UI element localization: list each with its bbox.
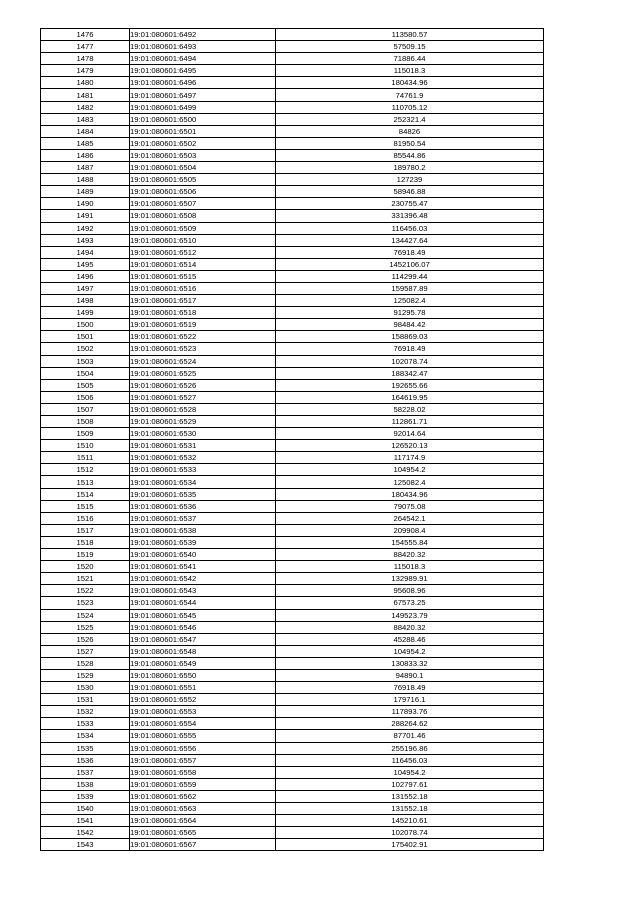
row-number-cell: 1477 xyxy=(41,41,130,53)
cadastral-number-cell: 19:01:080601:6552 xyxy=(130,694,276,706)
cadastral-number-cell: 19:01:080601:6529 xyxy=(130,416,276,428)
value-cell: 95608.96 xyxy=(276,585,544,597)
cadastral-number-cell: 19:01:080601:6544 xyxy=(130,597,276,609)
table-body xyxy=(41,29,544,851)
row-number-cell: 1496 xyxy=(41,270,130,282)
row-number-cell: 1508 xyxy=(41,416,130,428)
cadastral-number-cell: 19:01:080601:6517 xyxy=(130,295,276,307)
cadastral-number-cell: 19:01:080601:6531 xyxy=(130,440,276,452)
value-cell: 88420.32 xyxy=(276,621,544,633)
row-number-cell: 1507 xyxy=(41,403,130,415)
value-cell: 116456.03 xyxy=(276,222,544,234)
cadastral-number-cell: 19:01:080601:6536 xyxy=(130,500,276,512)
table-row xyxy=(41,29,544,41)
cadastral-number-cell: 19:01:080601:6542 xyxy=(130,573,276,585)
value-cell: 92014.64 xyxy=(276,428,544,440)
value-cell: 145210.61 xyxy=(276,815,544,827)
row-number-cell: 1535 xyxy=(41,742,130,754)
row-number-cell: 1518 xyxy=(41,536,130,548)
row-number-cell: 1495 xyxy=(41,258,130,270)
row-number-cell: 1484 xyxy=(41,125,130,137)
value-cell: 130833.32 xyxy=(276,657,544,669)
value-cell: 104954.2 xyxy=(276,645,544,657)
row-number-cell: 1504 xyxy=(41,367,130,379)
value-cell: 76918.49 xyxy=(276,343,544,355)
table-row xyxy=(41,452,544,464)
value-cell: 158869.03 xyxy=(276,331,544,343)
value-cell: 125082.4 xyxy=(276,476,544,488)
value-cell: 94890.1 xyxy=(276,669,544,681)
row-number-cell: 1501 xyxy=(41,331,130,343)
value-cell: 84826 xyxy=(276,125,544,137)
table-row xyxy=(41,307,544,319)
row-number-cell: 1483 xyxy=(41,113,130,125)
cadastral-number-cell: 19:01:080601:6550 xyxy=(130,669,276,681)
table-row xyxy=(41,573,544,585)
row-number-cell: 1515 xyxy=(41,500,130,512)
value-cell: 81950.54 xyxy=(276,137,544,149)
row-number-cell: 1527 xyxy=(41,645,130,657)
value-cell: 102797.61 xyxy=(276,778,544,790)
value-cell: 58946.88 xyxy=(276,186,544,198)
cadastral-number-cell: 19:01:080601:6564 xyxy=(130,815,276,827)
row-number-cell: 1502 xyxy=(41,343,130,355)
value-cell: 230755.47 xyxy=(276,198,544,210)
table-row xyxy=(41,428,544,440)
table-row xyxy=(41,319,544,331)
table-row xyxy=(41,210,544,222)
value-cell: 126520.13 xyxy=(276,440,544,452)
cadastral-number-cell: 19:01:080601:6508 xyxy=(130,210,276,222)
cadastral-number-cell: 19:01:080601:6543 xyxy=(130,585,276,597)
cadastral-number-cell: 19:01:080601:6507 xyxy=(130,198,276,210)
cadastral-number-cell: 19:01:080601:6505 xyxy=(130,174,276,186)
row-number-cell: 1500 xyxy=(41,319,130,331)
cadastral-number-cell: 19:01:080601:6496 xyxy=(130,77,276,89)
table-row xyxy=(41,512,544,524)
value-cell: 125082.4 xyxy=(276,295,544,307)
cadastral-number-cell: 19:01:080601:6519 xyxy=(130,319,276,331)
cadastral-number-cell: 19:01:080601:6557 xyxy=(130,754,276,766)
table-row xyxy=(41,113,544,125)
value-cell: 180434.96 xyxy=(276,77,544,89)
table-row xyxy=(41,379,544,391)
cadastral-number-cell: 19:01:080601:6556 xyxy=(130,742,276,754)
cadastral-number-cell: 19:01:080601:6510 xyxy=(130,234,276,246)
value-cell: 154555.84 xyxy=(276,536,544,548)
value-cell: 117893.76 xyxy=(276,706,544,718)
value-cell: 74761.9 xyxy=(276,89,544,101)
row-number-cell: 1497 xyxy=(41,282,130,294)
row-number-cell: 1538 xyxy=(41,778,130,790)
row-number-cell: 1511 xyxy=(41,452,130,464)
value-cell: 127239 xyxy=(276,174,544,186)
table-row xyxy=(41,524,544,536)
table-row xyxy=(41,609,544,621)
value-cell: 110705.12 xyxy=(276,101,544,113)
row-number-cell: 1480 xyxy=(41,77,130,89)
row-number-cell: 1524 xyxy=(41,609,130,621)
table-row xyxy=(41,827,544,839)
table-row xyxy=(41,391,544,403)
value-cell: 114299.44 xyxy=(276,270,544,282)
row-number-cell: 1498 xyxy=(41,295,130,307)
table-row xyxy=(41,101,544,113)
value-cell: 112861.71 xyxy=(276,416,544,428)
value-cell: 116456.03 xyxy=(276,754,544,766)
row-number-cell: 1517 xyxy=(41,524,130,536)
cadastral-number-cell: 19:01:080601:6533 xyxy=(130,464,276,476)
table-row xyxy=(41,549,544,561)
row-number-cell: 1481 xyxy=(41,89,130,101)
row-number-cell: 1539 xyxy=(41,790,130,802)
cadastral-number-cell: 19:01:080601:6562 xyxy=(130,790,276,802)
row-number-cell: 1523 xyxy=(41,597,130,609)
row-number-cell: 1542 xyxy=(41,827,130,839)
cadastral-number-cell: 19:01:080601:6538 xyxy=(130,524,276,536)
table-row xyxy=(41,246,544,258)
value-cell: 57509.15 xyxy=(276,41,544,53)
value-cell: 102078.74 xyxy=(276,827,544,839)
cadastral-number-cell: 19:01:080601:6530 xyxy=(130,428,276,440)
cadastral-number-cell: 19:01:080601:6506 xyxy=(130,186,276,198)
row-number-cell: 1487 xyxy=(41,162,130,174)
table-row xyxy=(41,706,544,718)
row-number-cell: 1513 xyxy=(41,476,130,488)
cadastral-number-cell: 19:01:080601:6502 xyxy=(130,137,276,149)
row-number-cell: 1532 xyxy=(41,706,130,718)
table-row xyxy=(41,488,544,500)
value-cell: 255196.86 xyxy=(276,742,544,754)
cadastral-number-cell: 19:01:080601:6534 xyxy=(130,476,276,488)
row-number-cell: 1536 xyxy=(41,754,130,766)
cadastral-number-cell: 19:01:080601:6559 xyxy=(130,778,276,790)
table-row xyxy=(41,416,544,428)
table-row xyxy=(41,343,544,355)
row-number-cell: 1476 xyxy=(41,29,130,41)
value-cell: 87701.46 xyxy=(276,730,544,742)
table-row xyxy=(41,669,544,681)
value-cell: 1452106.07 xyxy=(276,258,544,270)
table-row xyxy=(41,464,544,476)
table-row xyxy=(41,718,544,730)
value-cell: 85544.86 xyxy=(276,149,544,161)
table-row xyxy=(41,682,544,694)
cadastral-number-cell: 19:01:080601:6553 xyxy=(130,706,276,718)
value-cell: 98484.42 xyxy=(276,319,544,331)
row-number-cell: 1543 xyxy=(41,839,130,851)
row-number-cell: 1529 xyxy=(41,669,130,681)
row-number-cell: 1531 xyxy=(41,694,130,706)
table-row xyxy=(41,89,544,101)
table-row xyxy=(41,41,544,53)
row-number-cell: 1514 xyxy=(41,488,130,500)
cadastral-number-cell: 19:01:080601:6548 xyxy=(130,645,276,657)
table-row xyxy=(41,367,544,379)
table-row xyxy=(41,500,544,512)
value-cell: 188342.47 xyxy=(276,367,544,379)
row-number-cell: 1505 xyxy=(41,379,130,391)
table-row xyxy=(41,657,544,669)
cadastral-number-cell: 19:01:080601:6541 xyxy=(130,561,276,573)
cadastral-number-cell: 19:01:080601:6535 xyxy=(130,488,276,500)
value-cell: 115018.3 xyxy=(276,561,544,573)
value-cell: 117174.9 xyxy=(276,452,544,464)
value-cell: 264542.1 xyxy=(276,512,544,524)
row-number-cell: 1510 xyxy=(41,440,130,452)
table-row xyxy=(41,149,544,161)
cadastral-number-cell: 19:01:080601:6565 xyxy=(130,827,276,839)
value-cell: 76918.49 xyxy=(276,246,544,258)
row-number-cell: 1533 xyxy=(41,718,130,730)
cadastral-number-cell: 19:01:080601:6527 xyxy=(130,391,276,403)
cadastral-number-cell: 19:01:080601:6522 xyxy=(130,331,276,343)
table-row xyxy=(41,355,544,367)
cadastral-number-cell: 19:01:080601:6540 xyxy=(130,549,276,561)
value-cell: 252321.4 xyxy=(276,113,544,125)
row-number-cell: 1482 xyxy=(41,101,130,113)
row-number-cell: 1512 xyxy=(41,464,130,476)
table-row xyxy=(41,766,544,778)
table-row xyxy=(41,440,544,452)
value-cell: 164619.95 xyxy=(276,391,544,403)
row-number-cell: 1528 xyxy=(41,657,130,669)
row-number-cell: 1537 xyxy=(41,766,130,778)
value-cell: 79075.08 xyxy=(276,500,544,512)
value-cell: 45288.46 xyxy=(276,633,544,645)
table-row xyxy=(41,258,544,270)
table-row xyxy=(41,803,544,815)
table-row xyxy=(41,282,544,294)
value-cell: 67573.25 xyxy=(276,597,544,609)
cadastral-number-cell: 19:01:080601:6497 xyxy=(130,89,276,101)
table-row xyxy=(41,65,544,77)
table-row xyxy=(41,536,544,548)
row-number-cell: 1506 xyxy=(41,391,130,403)
cadastral-number-cell: 19:01:080601:6547 xyxy=(130,633,276,645)
value-cell: 131552.18 xyxy=(276,790,544,802)
cadastral-number-cell: 19:01:080601:6549 xyxy=(130,657,276,669)
row-number-cell: 1534 xyxy=(41,730,130,742)
table-row xyxy=(41,778,544,790)
value-cell: 76918.49 xyxy=(276,682,544,694)
cadastral-number-cell: 19:01:080601:6492 xyxy=(130,29,276,41)
value-cell: 132989.91 xyxy=(276,573,544,585)
table-row xyxy=(41,234,544,246)
cadastral-number-cell: 19:01:080601:6501 xyxy=(130,125,276,137)
row-number-cell: 1494 xyxy=(41,246,130,258)
cadastral-number-cell: 19:01:080601:6526 xyxy=(130,379,276,391)
table-row xyxy=(41,403,544,415)
table-row xyxy=(41,125,544,137)
row-number-cell: 1541 xyxy=(41,815,130,827)
table-row xyxy=(41,186,544,198)
value-cell: 113580.57 xyxy=(276,29,544,41)
table-row xyxy=(41,790,544,802)
cadastral-number-cell: 19:01:080601:6554 xyxy=(130,718,276,730)
value-cell: 159587.89 xyxy=(276,282,544,294)
cadastral-number-cell: 19:01:080601:6532 xyxy=(130,452,276,464)
cadastral-number-cell: 19:01:080601:6509 xyxy=(130,222,276,234)
table-row xyxy=(41,561,544,573)
cadastral-number-cell: 19:01:080601:6516 xyxy=(130,282,276,294)
table-row xyxy=(41,754,544,766)
row-number-cell: 1486 xyxy=(41,149,130,161)
value-cell: 192655.66 xyxy=(276,379,544,391)
value-cell: 179716.1 xyxy=(276,694,544,706)
cadastral-number-cell: 19:01:080601:6563 xyxy=(130,803,276,815)
cadastral-number-cell: 19:01:080601:6512 xyxy=(130,246,276,258)
cadastral-value-table xyxy=(40,28,544,851)
table-row xyxy=(41,162,544,174)
cadastral-number-cell: 19:01:080601:6503 xyxy=(130,149,276,161)
table-row xyxy=(41,77,544,89)
table-row xyxy=(41,645,544,657)
cadastral-number-cell: 19:01:080601:6495 xyxy=(130,65,276,77)
row-number-cell: 1516 xyxy=(41,512,130,524)
row-number-cell: 1499 xyxy=(41,307,130,319)
value-cell: 134427.64 xyxy=(276,234,544,246)
row-number-cell: 1478 xyxy=(41,53,130,65)
value-cell: 131552.18 xyxy=(276,803,544,815)
value-cell: 104954.2 xyxy=(276,464,544,476)
cadastral-number-cell: 19:01:080601:6551 xyxy=(130,682,276,694)
table-row xyxy=(41,270,544,282)
table-row xyxy=(41,222,544,234)
row-number-cell: 1530 xyxy=(41,682,130,694)
value-cell: 58228.02 xyxy=(276,403,544,415)
value-cell: 104954.2 xyxy=(276,766,544,778)
row-number-cell: 1519 xyxy=(41,549,130,561)
table-row xyxy=(41,730,544,742)
table-row xyxy=(41,295,544,307)
row-number-cell: 1503 xyxy=(41,355,130,367)
value-cell: 189780.2 xyxy=(276,162,544,174)
value-cell: 180434.96 xyxy=(276,488,544,500)
cadastral-number-cell: 19:01:080601:6567 xyxy=(130,839,276,851)
table-row xyxy=(41,585,544,597)
cadastral-number-cell: 19:01:080601:6515 xyxy=(130,270,276,282)
value-cell: 88420.32 xyxy=(276,549,544,561)
value-cell: 288264.62 xyxy=(276,718,544,730)
table-row xyxy=(41,694,544,706)
cadastral-number-cell: 19:01:080601:6499 xyxy=(130,101,276,113)
cadastral-number-cell: 19:01:080601:6558 xyxy=(130,766,276,778)
cadastral-number-cell: 19:01:080601:6504 xyxy=(130,162,276,174)
table-row xyxy=(41,621,544,633)
cadastral-number-cell: 19:01:080601:6524 xyxy=(130,355,276,367)
value-cell: 115018.3 xyxy=(276,65,544,77)
table-row xyxy=(41,815,544,827)
value-cell: 175402.91 xyxy=(276,839,544,851)
table-row xyxy=(41,633,544,645)
row-number-cell: 1485 xyxy=(41,137,130,149)
value-cell: 149523.79 xyxy=(276,609,544,621)
cadastral-number-cell: 19:01:080601:6518 xyxy=(130,307,276,319)
row-number-cell: 1489 xyxy=(41,186,130,198)
cadastral-number-cell: 19:01:080601:6525 xyxy=(130,367,276,379)
row-number-cell: 1520 xyxy=(41,561,130,573)
table-row xyxy=(41,331,544,343)
table-row xyxy=(41,174,544,186)
row-number-cell: 1509 xyxy=(41,428,130,440)
table-row xyxy=(41,53,544,65)
cadastral-number-cell: 19:01:080601:6500 xyxy=(130,113,276,125)
table-row xyxy=(41,839,544,851)
row-number-cell: 1490 xyxy=(41,198,130,210)
table-row xyxy=(41,742,544,754)
cadastral-number-cell: 19:01:080601:6493 xyxy=(130,41,276,53)
row-number-cell: 1479 xyxy=(41,65,130,77)
cadastral-number-cell: 19:01:080601:6494 xyxy=(130,53,276,65)
cadastral-number-cell: 19:01:080601:6514 xyxy=(130,258,276,270)
table-row xyxy=(41,198,544,210)
row-number-cell: 1525 xyxy=(41,621,130,633)
row-number-cell: 1488 xyxy=(41,174,130,186)
table-row xyxy=(41,476,544,488)
value-cell: 209908.4 xyxy=(276,524,544,536)
value-cell: 102078.74 xyxy=(276,355,544,367)
row-number-cell: 1493 xyxy=(41,234,130,246)
table-row xyxy=(41,597,544,609)
cadastral-number-cell: 19:01:080601:6545 xyxy=(130,609,276,621)
cadastral-number-cell: 19:01:080601:6539 xyxy=(130,536,276,548)
value-cell: 71886.44 xyxy=(276,53,544,65)
row-number-cell: 1521 xyxy=(41,573,130,585)
row-number-cell: 1491 xyxy=(41,210,130,222)
row-number-cell: 1492 xyxy=(41,222,130,234)
row-number-cell: 1522 xyxy=(41,585,130,597)
cadastral-number-cell: 19:01:080601:6555 xyxy=(130,730,276,742)
row-number-cell: 1526 xyxy=(41,633,130,645)
cadastral-number-cell: 19:01:080601:6546 xyxy=(130,621,276,633)
cadastral-number-cell: 19:01:080601:6528 xyxy=(130,403,276,415)
row-number-cell: 1540 xyxy=(41,803,130,815)
cadastral-number-cell: 19:01:080601:6537 xyxy=(130,512,276,524)
table-row xyxy=(41,137,544,149)
cadastral-number-cell: 19:01:080601:6523 xyxy=(130,343,276,355)
value-cell: 331396.48 xyxy=(276,210,544,222)
value-cell: 91295.78 xyxy=(276,307,544,319)
